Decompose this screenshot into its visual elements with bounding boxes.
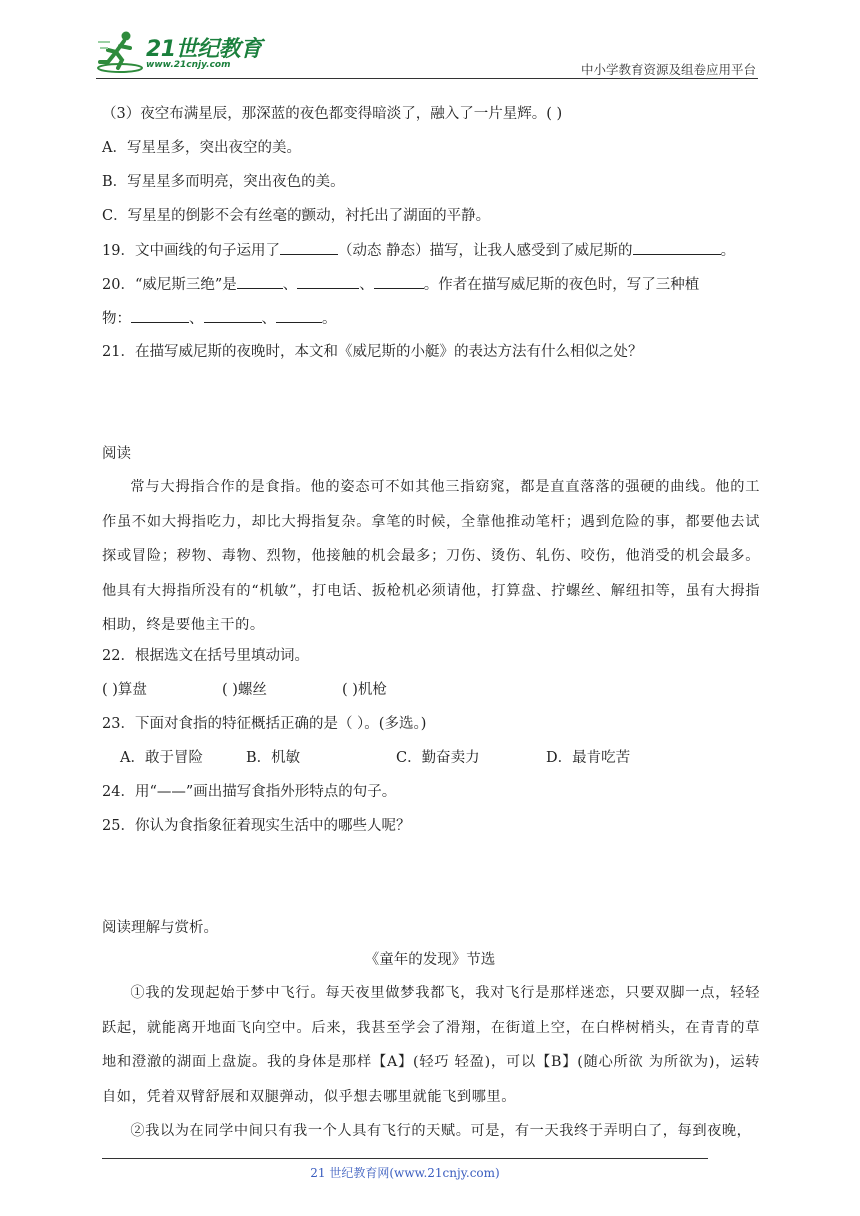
answer-blank[interactable] <box>276 308 322 323</box>
q23-option-c: C．勤奋卖力 <box>396 750 480 766</box>
q25: 25．你认为食指象征着现实生活中的哪些人呢？ <box>102 818 411 834</box>
section3-title: 阅读理解与赏析。 <box>102 920 218 936</box>
q22: 22．根据选文在括号里填动词。 <box>102 648 309 664</box>
q20-text-4: 。 <box>322 311 337 327</box>
q23-options <box>120 748 630 768</box>
separator: 、 <box>282 277 298 293</box>
answer-blank[interactable] <box>237 274 283 289</box>
answer-blank[interactable] <box>131 308 189 323</box>
q24: 24．用“——”画出描写食指外形特点的句子。 <box>102 784 397 800</box>
separator: 、 <box>189 311 204 327</box>
logo-url: www.21cnjy.com <box>146 60 231 70</box>
q20-line2 <box>102 308 337 329</box>
q22-item-2: ( )螺丝 <box>222 682 267 698</box>
q22-item-3: ( )机枪 <box>342 682 387 698</box>
separator: 、 <box>359 277 374 293</box>
section3-para-1: ①我的发现起始于梦中飞行。每天夜里做梦我都飞，我对飞行是那样迷恋，只要双脚一点，轻轻跃起，就能离开地面飞向空中。后来，我甚至学会了滑翔，在街道上空，在白桦树梢头，在青青的草地和澄澈的湖面上盘旋。我的身体是那样【A】(轻巧 轻盈)，可以【B】(随心所欲 为所欲为)，运转自如，凭着双臂舒展和双腿弹动，似乎想去哪里就能飞到哪里。 <box>102 985 760 1105</box>
logo-text: 21世纪教育 <box>146 37 262 62</box>
q21: 21．在描写威尼斯的夜晚时，本文和《威尼斯的小艇》的表达方法有什么相似之处？ <box>102 344 643 360</box>
site-logo <box>96 28 266 76</box>
answer-blank[interactable] <box>633 240 721 255</box>
section2-passage: 常与大拇指合作的是食指。他的姿态可不如其他三指窈窕，都是直直落落的强硬的曲线。他的工作虽不如大拇指吃力，却比大拇指复杂。拿笔的时候，全靠他推动笔杆；遇到危险的事，都要他去试探或冒险；秽物、毒物、烈物，他接触的机会最多；刀伤、烫伤、轧伤、咬伤，他消受的机会最多。他具有大拇指所没有的“机敏”，打电话、扳枪机必须请他，打算盘、拧螺丝、解纽扣等，虽有大拇指相助，终是要他主干的。 <box>102 479 760 633</box>
answer-blank[interactable] <box>204 308 262 323</box>
q19-text-1: 19．文中画线的句子运用了 <box>102 243 280 259</box>
section2-title: 阅读 <box>102 446 131 462</box>
q22-items <box>102 680 387 700</box>
platform-name: 中小学教育资源及组卷应用平台 <box>580 62 756 77</box>
q19 <box>102 240 735 261</box>
q22-item-1: ( )算盘 <box>102 682 147 698</box>
section3-para-2: ②我以为在同学中间只有我一个人具有飞行的天赋。可是，有一天我终于弄明白了，每到夜晚， <box>130 1123 752 1139</box>
q23-option-d: D．最肯吃苦 <box>546 750 631 766</box>
q19-text-2: （动态 静态）描写，让我人感受到了威尼斯的 <box>337 243 633 259</box>
q20-line1 <box>102 274 699 295</box>
page-header <box>96 28 758 79</box>
q18-3-stem: （3）夜空布满星辰，那深蓝的夜色都变得暗淡了，融入了一片星辉。( ) <box>102 106 563 122</box>
q19-text-3: 。 <box>720 243 736 259</box>
separator: 、 <box>261 311 276 327</box>
q18-3-option-b: B．写星星多而明亮，突出夜色的美。 <box>102 174 345 190</box>
page-footer: 21 世纪教育网(www.21cnjy.com) <box>310 1166 500 1180</box>
q18-3-option-a: A．写星星多，突出夜空的美。 <box>102 140 301 156</box>
q20-text-2: 。作者在描写威尼斯的夜色时，写了三种植 <box>423 277 700 293</box>
answer-blank[interactable] <box>297 274 359 289</box>
q20-text-1: 20．“威尼斯三绝”是 <box>102 277 237 293</box>
runner-logo-icon <box>96 28 144 74</box>
q20-text-3: 物： <box>102 311 131 327</box>
q18-3-option-c: C．写星星的倒影不会有丝毫的颤动，衬托出了湖面的平静。 <box>102 208 491 224</box>
section3-subtitle: 《童年的发现》节选 <box>364 952 496 968</box>
answer-blank[interactable] <box>280 240 338 255</box>
footer-divider <box>102 1158 708 1159</box>
q23-option-a: A．敢于冒险 <box>120 750 203 766</box>
q23: 23．下面对食指的特征概括正确的是（ ）。(多选。) <box>102 716 427 732</box>
answer-blank[interactable] <box>374 274 424 289</box>
q23-option-b: B．机敏 <box>246 750 301 766</box>
